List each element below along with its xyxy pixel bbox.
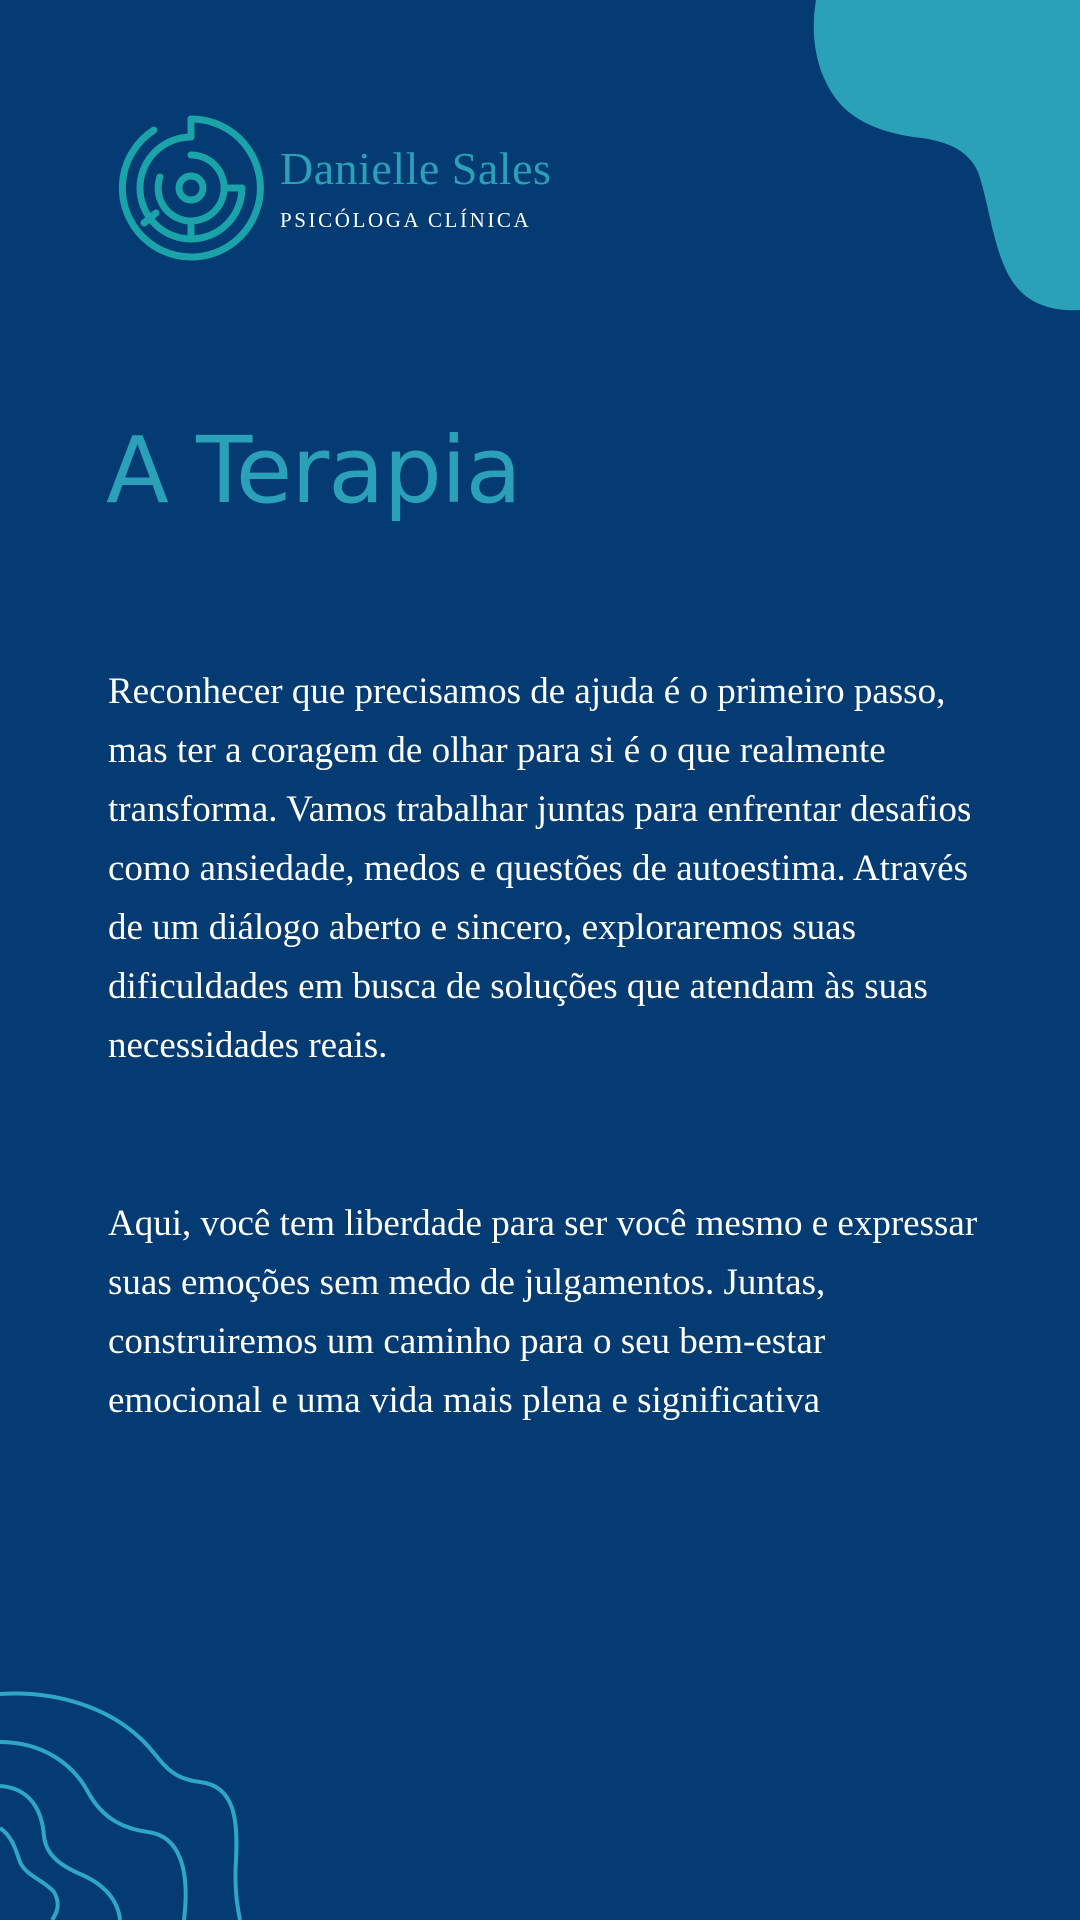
brand-name: Danielle Sales xyxy=(280,142,552,194)
page-title: A Terapia xyxy=(106,417,521,524)
body-paragraph-2: Aqui, você tem liberdade para ser você mesmo e expressar suas emoções sem medo de julgamentos. Juntas, construiremos um caminho para o seu bem-estar emocional e uma vida mais plena e significativa xyxy=(108,1203,978,1421)
brand-subtitle: PSICÓLOGA CLÍNICA xyxy=(280,207,532,232)
labyrinth-icon xyxy=(116,113,266,263)
brand-text xyxy=(280,142,552,232)
decorative-blob xyxy=(810,0,1080,320)
contour-lines-icon xyxy=(0,1660,260,1920)
brand-logo xyxy=(116,113,551,263)
body-paragraph-1: Reconhecer que precisamos de ajuda é o primeiro passo, mas ter a coragem de olhar para si é o que realmente transforma. Vamos trabalhar juntas para enfrentar desafios como ansiedade, medos e questões de autoestima. Através de um diálogo aberto e sincero, exploraremos suas dificuldades em busca de soluções que atendam às suas necessidades reais. xyxy=(108,671,972,1066)
